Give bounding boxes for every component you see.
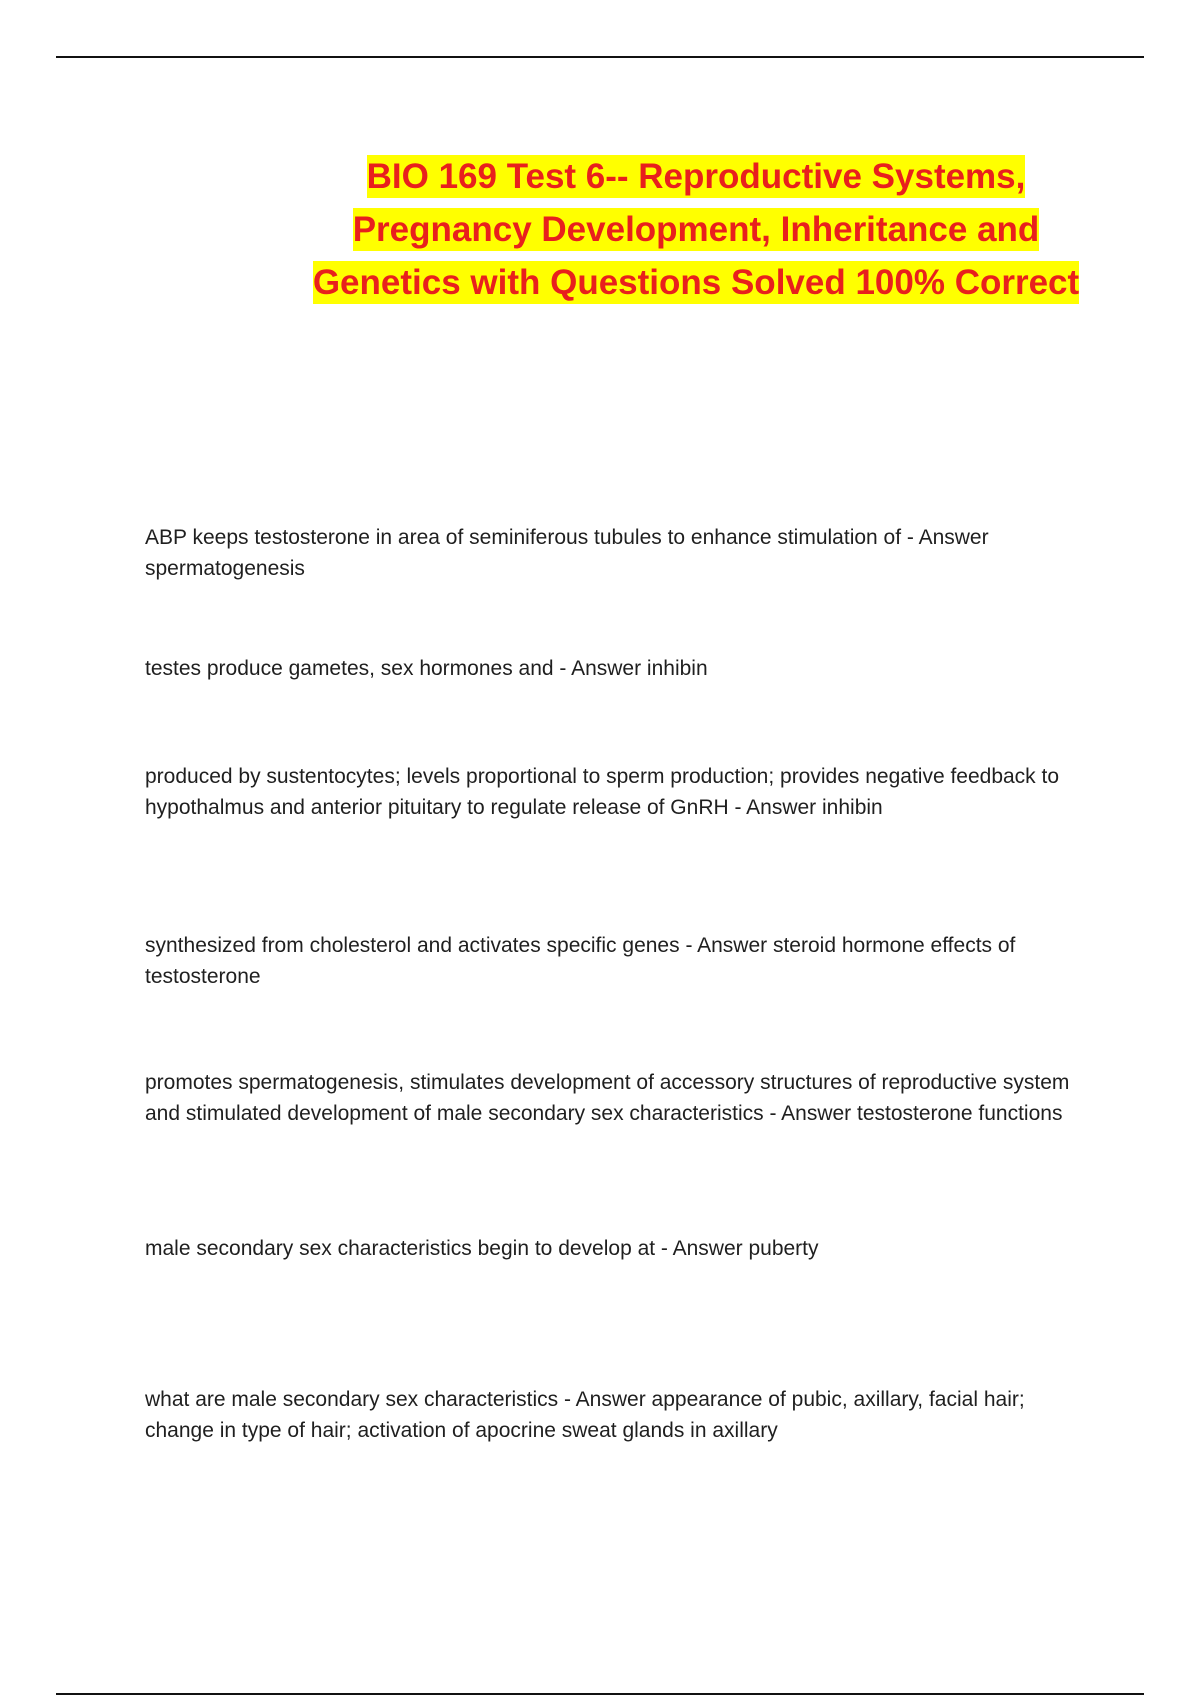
footer-rule	[56, 1693, 1144, 1695]
qa-item: what are male secondary sex characteristics - Answer appearance of pubic, axillary, facial hair; change in type of hair; activation of apocrine sweat glands in axillary	[145, 1388, 1025, 1442]
qa-item: produced by sustentocytes; levels proportional to sperm production; provides negative feedback to hypothalmus and anterior pituitary to regulate release of GnRH - Answer inhibin	[145, 765, 1060, 819]
qa-item: promotes spermatogenesis, stimulates development of accessory structures of reproductive system and stimulated development of male secondary sex characteristics - Answer testosterone functions	[145, 1071, 1070, 1125]
qa-item: male secondary sex characteristics begin to develop at - Answer puberty	[145, 1237, 819, 1260]
document-title: BIO 169 Test 6-- Reproductive Systems, Pregnancy Development, Inheritance and Genetics with Questions Solved 100% Correct	[312, 157, 1080, 302]
qa-item: testes produce gametes, sex hormones and - Answer inhibin	[145, 657, 708, 680]
header-rule	[56, 56, 1144, 58]
qa-item: synthesized from cholesterol and activates specific genes - Answer steroid hormone effects of testosterone	[145, 934, 1016, 988]
qa-item: ABP keeps testosterone in area of seminiferous tubules to enhance stimulation of - Answer spermatogenesis	[145, 526, 989, 580]
title-block	[300, 150, 1092, 309]
